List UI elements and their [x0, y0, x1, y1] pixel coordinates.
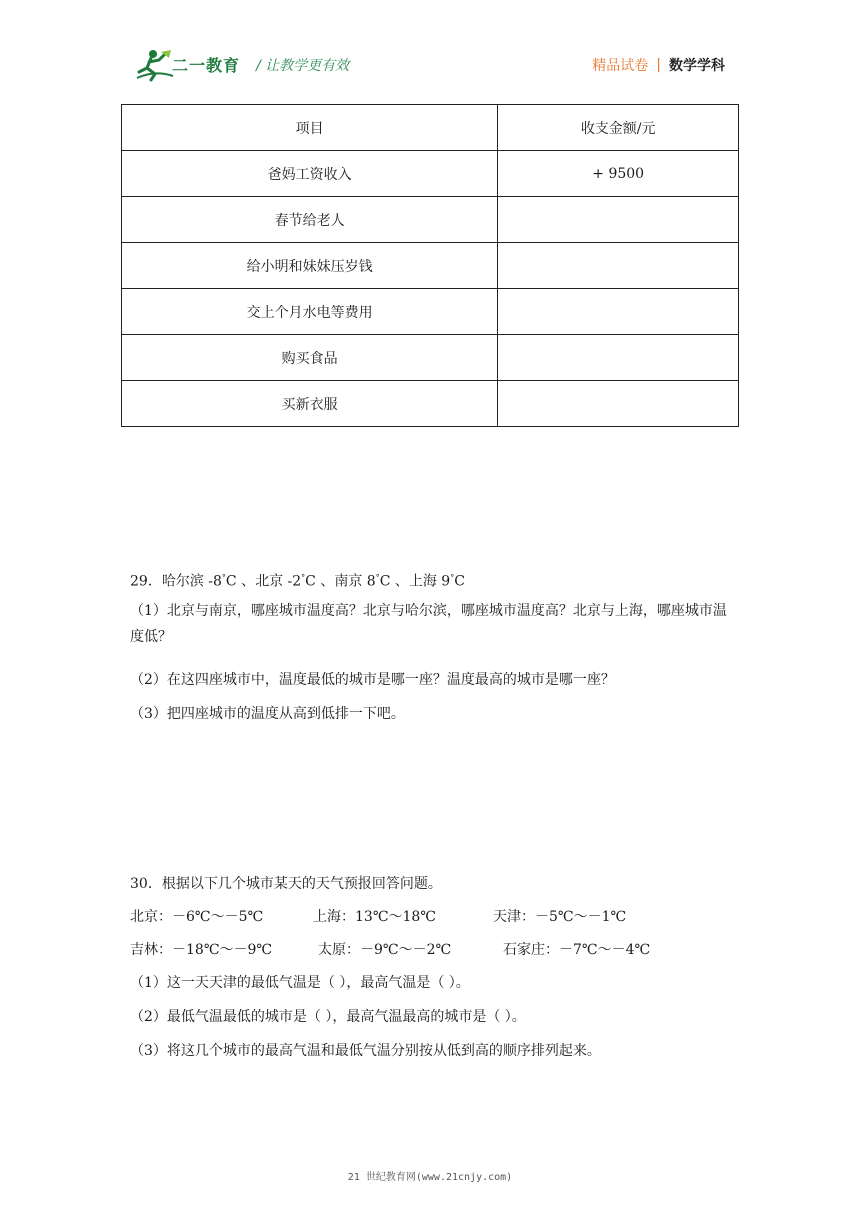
amount-cell	[498, 335, 739, 381]
forecast-shanghai: 上海：13℃～18℃	[313, 909, 436, 925]
amount-cell	[498, 197, 739, 243]
item-cell: 给小明和妹妹压岁钱	[122, 243, 498, 289]
table-header-row	[122, 105, 739, 151]
header-right	[592, 55, 725, 75]
degree-mark: °	[301, 573, 306, 582]
amount-cell	[498, 289, 739, 335]
page-header	[0, 0, 860, 90]
amount-cell	[498, 243, 739, 289]
amount-cell: + 9500	[498, 151, 739, 197]
q30-stem: 30．根据以下几个城市某天的天气预报回答问题。	[130, 876, 442, 892]
forecast-beijing: 北京：－6℃～－5℃	[130, 909, 264, 925]
amount-cell	[498, 381, 739, 427]
item-cell: 春节给老人	[122, 197, 498, 243]
column-header-item: 项目	[122, 105, 498, 151]
column-header-amount: 收支金额/元	[498, 105, 739, 151]
q30-sub1: （1）这一天天津的最低气温是（ ），最高气温是（ ）。	[130, 975, 470, 991]
q30-sub2: （2）最低气温最低的城市是（ ），最高气温最高的城市是（ ）。	[130, 1009, 526, 1025]
degree-mark: °	[221, 573, 226, 582]
item-cell: 爸妈工资收入	[122, 151, 498, 197]
q29-sub3: （3）把四座城市的温度从高到低排一下吧。	[130, 706, 405, 722]
brand-label: 精品试卷	[592, 58, 649, 74]
table-row	[122, 289, 739, 335]
degree-mark: °	[375, 573, 380, 582]
forecast-jilin: 吉林：－18℃～－9℃	[130, 942, 273, 958]
table-row	[122, 243, 739, 289]
page-footer: 21 世纪教育网(www.21cnjy.com)	[347, 1172, 513, 1183]
table-row	[122, 197, 739, 243]
budget-table	[121, 104, 739, 427]
item-cell: 交上个月水电等费用	[122, 289, 498, 335]
item-cell: 购买食品	[122, 335, 498, 381]
slogan: / 让教学更有效	[256, 58, 350, 74]
forecast-tianjin: 天津：－5℃～－1℃	[493, 909, 627, 925]
logo-text: 二一教育	[172, 56, 241, 75]
q30-sub3: （3）将这几个城市的最高气温和最低气温分别按从低到高的顺序排列起来。	[130, 1043, 601, 1059]
item-cell: 买新衣服	[122, 381, 498, 427]
header-separator: |	[656, 57, 661, 73]
q29-stem: 29．哈尔滨 -8°C 、北京 -2°C 、南京 8°C 、上海 9°C	[130, 573, 465, 590]
subject-label: 数学学科	[669, 58, 725, 74]
q29-sub2: （2）在这四座城市中，温度最低的城市是哪一座？温度最高的城市是哪一座？	[130, 672, 615, 688]
table-row	[122, 335, 739, 381]
forecast-shijiazhuang: 石家庄：－7℃～－4℃	[503, 942, 651, 958]
degree-mark: °	[450, 573, 455, 582]
forecast-taiyuan: 太原：－9℃～－2℃	[318, 942, 452, 958]
table-row	[122, 381, 739, 427]
q29-sub1: （1）北京与南京，哪座城市温度高？北京与哈尔滨，哪座城市温度高？北京与上海，哪座城市温度低？	[130, 603, 727, 645]
table-row	[122, 151, 739, 197]
